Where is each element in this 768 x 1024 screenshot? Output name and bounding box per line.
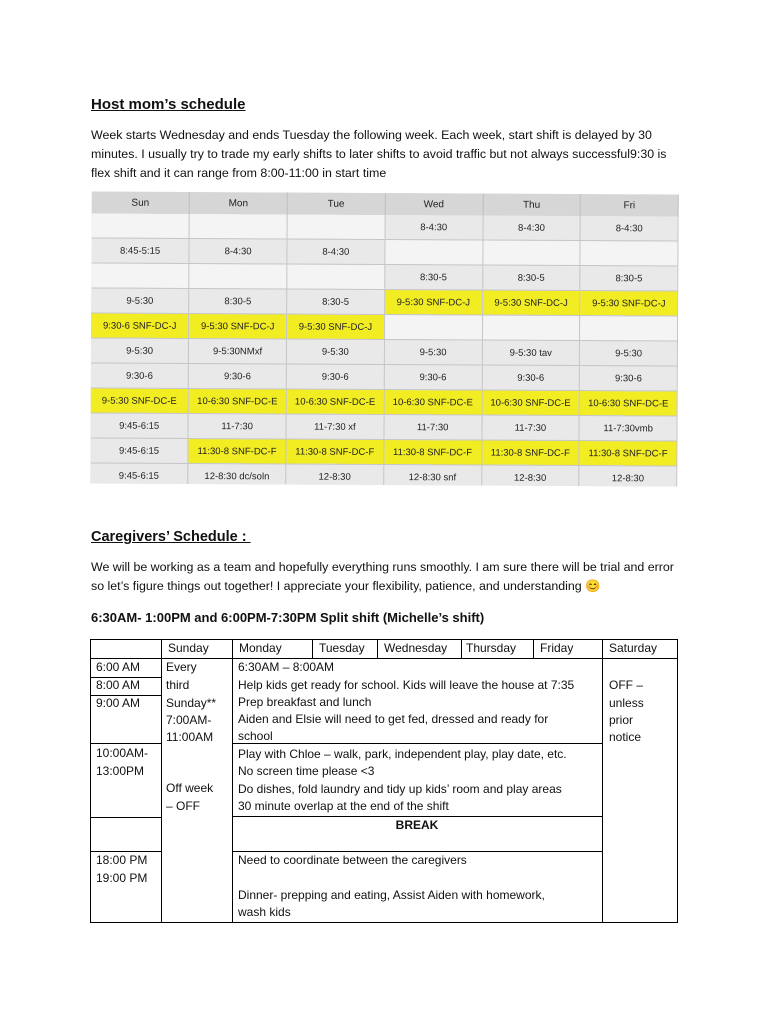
sunday-note: Every bbox=[166, 660, 197, 674]
sunday-note: – OFF bbox=[166, 799, 201, 813]
photo-shift-cell: 9-5:30 tav bbox=[482, 340, 580, 366]
photo-row bbox=[91, 288, 678, 316]
evening-task: Need to coordinate between the caregivers bbox=[238, 853, 467, 867]
photo-shift-cell: 12-8:30 dc/soln bbox=[188, 463, 286, 486]
photo-shift-cell: 9:45-6:15 bbox=[90, 463, 188, 487]
photo-shift-cell: 11-7:30 bbox=[481, 415, 579, 441]
daytime-task: Play with Chloe – walk, park, independent play, play date, etc. bbox=[238, 747, 567, 761]
photo-shift-cell: 9-5:30 SNF-DC-J bbox=[286, 314, 384, 340]
photo-shift-cell bbox=[189, 263, 287, 289]
daytime-task: 30 minute overlap at the end of the shift bbox=[238, 799, 449, 813]
photo-shift-cell: 12-8:30 bbox=[286, 464, 384, 487]
sunday-note: Off week bbox=[166, 781, 214, 795]
photo-shift-cell: 9:30-6 bbox=[188, 363, 286, 389]
shift-schedule-photo bbox=[90, 191, 679, 486]
time-label: 6:00 AM bbox=[96, 660, 141, 674]
photo-row bbox=[91, 263, 678, 291]
photo-shift-cell: 10-6:30 SNF-DC-E bbox=[188, 388, 286, 414]
photo-row bbox=[91, 388, 678, 416]
photo-day-header: Wed bbox=[385, 193, 483, 216]
photo-row bbox=[90, 413, 677, 441]
photo-shift-cell: 11:30-8 SNF-DC-F bbox=[286, 439, 384, 465]
header-saturday: Saturday bbox=[609, 641, 658, 655]
photo-shift-cell: 9-5:30 SNF-DC-J bbox=[482, 290, 580, 316]
photo-shift-cell: 9:30-6 SNF-DC-J bbox=[91, 313, 189, 339]
photo-shift-cell: 12-8:30 bbox=[481, 465, 579, 487]
photo-shift-cell: 8:30-5 bbox=[580, 266, 678, 292]
caregiver-schedule-title: Caregivers’ Schedule : bbox=[91, 529, 251, 545]
sunday-note: 11:00AM bbox=[166, 730, 214, 744]
saturday-note: notice bbox=[609, 730, 642, 744]
photo-shift-cell: 9:30-6 bbox=[91, 363, 189, 389]
header-monday: Monday bbox=[239, 641, 282, 655]
photo-shift-cell bbox=[287, 214, 385, 239]
morning-task: 6:30AM – 8:00AM bbox=[238, 660, 335, 674]
caregiver-table bbox=[90, 639, 678, 923]
time-label: 19:00 PM bbox=[96, 871, 148, 885]
photo-shift-cell bbox=[287, 264, 385, 290]
header-friday: Friday bbox=[540, 641, 574, 655]
photo-row bbox=[91, 238, 678, 266]
photo-row bbox=[90, 463, 677, 487]
photo-shift-cell: 8:30-5 bbox=[482, 265, 580, 291]
sunday-note: 7:00AM- bbox=[166, 713, 212, 727]
photo-shift-cell: 9-5:30 SNF-DC-J bbox=[189, 313, 287, 339]
photo-shift-cell: 8:30-5 bbox=[189, 288, 287, 314]
photo-row bbox=[90, 438, 677, 466]
time-label: 9:00 AM bbox=[96, 696, 141, 710]
photo-shift-cell: 11:30-8 SNF-DC-F bbox=[481, 440, 579, 466]
sunday-note: third bbox=[166, 678, 190, 692]
photo-shift-cell: 9-5:30 SNF-DC-J bbox=[384, 289, 482, 315]
photo-shift-cell: 9:30-6 bbox=[579, 366, 677, 392]
photo-row bbox=[91, 313, 678, 341]
photo-shift-cell bbox=[482, 315, 580, 341]
header-tuesday: Tuesday bbox=[319, 641, 365, 655]
photo-row bbox=[91, 338, 678, 366]
photo-shift-cell: 8:30-5 bbox=[385, 264, 483, 290]
photo-shift-cell bbox=[384, 314, 482, 340]
host-schedule-intro: Week starts Wednesday and ends Tuesday the following week. Each week, start shift is delayed by 30 minutes. I usually try to trade my early shifts to later shifts to avoid traffic but not always successful9:30 is flex shift and it can range from 8:00-11:00 in start time bbox=[91, 128, 667, 180]
photo-shift-cell: 10-6:30 SNF-DC-E bbox=[482, 390, 580, 416]
photo-shift-cell: 9-5:30NMxf bbox=[189, 338, 287, 364]
photo-shift-cell: 11-7:30 bbox=[384, 414, 482, 440]
photo-shift-cell: 9:45-6:15 bbox=[90, 438, 188, 464]
morning-task: Prep breakfast and lunch bbox=[238, 695, 372, 709]
photo-shift-cell bbox=[91, 263, 189, 289]
photo-shift-cell: 8:30-5 bbox=[287, 289, 385, 315]
header-wednesday: Wednesday bbox=[384, 641, 448, 655]
caregiver-intro: We will be working as a team and hopefully everything runs smoothly. I am sure there will be trial and error so let’s figure things out together! I appreciate your flexibility, patience, and understanding 😊 bbox=[91, 560, 674, 593]
photo-shift-cell: 9-5:30 SNF-DC-E bbox=[91, 388, 189, 414]
photo-shift-cell: 9:30-6 bbox=[384, 364, 482, 390]
header-sunday: Sunday bbox=[168, 641, 209, 655]
saturday-note: unless bbox=[609, 696, 644, 710]
time-label: 18:00 PM bbox=[96, 853, 148, 867]
evening-task: wash kids bbox=[238, 905, 291, 919]
photo-shift-cell bbox=[580, 316, 678, 342]
photo-shift-cell: 9-5:30 bbox=[286, 339, 384, 365]
shift-photo-table bbox=[90, 191, 679, 486]
morning-task: Aiden and Elsie will need to get fed, dressed and ready for bbox=[238, 712, 549, 726]
photo-shift-cell: 9:30-6 bbox=[482, 365, 580, 391]
photo-shift-cell: 10-6:30 SNF-DC-E bbox=[579, 391, 677, 417]
photo-shift-cell: 9-5:30 bbox=[91, 338, 189, 364]
photo-shift-cell: 9:45-6:15 bbox=[90, 413, 188, 439]
photo-shift-cell: 9-5:30 SNF-DC-J bbox=[580, 291, 678, 317]
photo-shift-cell bbox=[580, 241, 678, 267]
break-label: BREAK bbox=[395, 818, 439, 832]
photo-shift-cell bbox=[482, 240, 580, 266]
photo-shift-cell: 12-8:30 snf bbox=[383, 464, 481, 486]
photo-shift-cell: 11:30-8 SNF-DC-F bbox=[579, 441, 677, 467]
photo-shift-cell: 10-6:30 SNF-DC-E bbox=[384, 389, 482, 415]
host-schedule-title: Host mom’s schedule bbox=[91, 96, 246, 113]
saturday-note: prior bbox=[609, 713, 634, 727]
photo-day-header: Thu bbox=[483, 194, 581, 217]
saturday-note: OFF – bbox=[609, 678, 644, 692]
photo-shift-cell: 8-4:30 bbox=[385, 215, 483, 240]
photo-shift-cell: 8-4:30 bbox=[483, 216, 581, 241]
photo-shift-cell: 11-7:30vmb bbox=[579, 416, 677, 442]
photo-shift-cell: 11-7:30 xf bbox=[286, 414, 384, 440]
photo-shift-cell bbox=[92, 213, 190, 238]
photo-row bbox=[91, 363, 678, 391]
photo-shift-cell bbox=[189, 214, 287, 239]
photo-shift-cell bbox=[385, 240, 483, 266]
photo-shift-cell: 9:30-6 bbox=[286, 364, 384, 390]
photo-shift-cell: 10-6:30 SNF-DC-E bbox=[286, 389, 384, 415]
photo-shift-cell: 11-7:30 bbox=[188, 413, 286, 439]
photo-shift-cell: 11:30-8 SNF-DC-F bbox=[188, 438, 286, 464]
photo-shift-cell: 12-8:30 bbox=[579, 466, 677, 487]
header-thursday: Thursday bbox=[466, 641, 517, 655]
photo-day-header: Mon bbox=[189, 192, 287, 215]
sunday-note: Sunday** bbox=[166, 696, 217, 710]
photo-row bbox=[92, 213, 679, 241]
photo-shift-cell: 8:45-5:15 bbox=[91, 238, 189, 264]
photo-day-header: Tue bbox=[287, 192, 385, 215]
time-label: 10:00AM- bbox=[96, 746, 149, 760]
photo-shift-cell: 8-4:30 bbox=[580, 216, 678, 241]
photo-shift-cell: 9-5:30 bbox=[580, 341, 678, 367]
evening-task: Dinner- prepping and eating, Assist Aiden with homework, bbox=[238, 888, 545, 902]
daytime-task: No screen time please <3 bbox=[238, 764, 375, 778]
time-label: 13:00PM bbox=[96, 764, 145, 778]
photo-shift-cell: 11:30-8 SNF-DC-F bbox=[384, 439, 482, 465]
split-shift-title: 6:30AM- 1:00PM and 6:00PM-7:30PM Split shift (Michelle’s shift) bbox=[91, 610, 485, 625]
photo-shift-cell: 8-4:30 bbox=[287, 239, 385, 265]
morning-task: school bbox=[238, 729, 273, 743]
photo-day-header: Fri bbox=[580, 194, 678, 217]
morning-task: Help kids get ready for school. Kids will leave the house at 7:35 bbox=[238, 678, 575, 692]
photo-shift-cell: 9-5:30 bbox=[91, 288, 189, 314]
time-label: 8:00 AM bbox=[96, 678, 141, 692]
photo-day-header: Sun bbox=[92, 191, 190, 214]
photo-shift-cell: 9-5:30 bbox=[384, 339, 482, 365]
photo-shift-cell: 8-4:30 bbox=[189, 238, 287, 264]
daytime-task: Do dishes, fold laundry and tidy up kids’ room and play areas bbox=[238, 782, 562, 796]
